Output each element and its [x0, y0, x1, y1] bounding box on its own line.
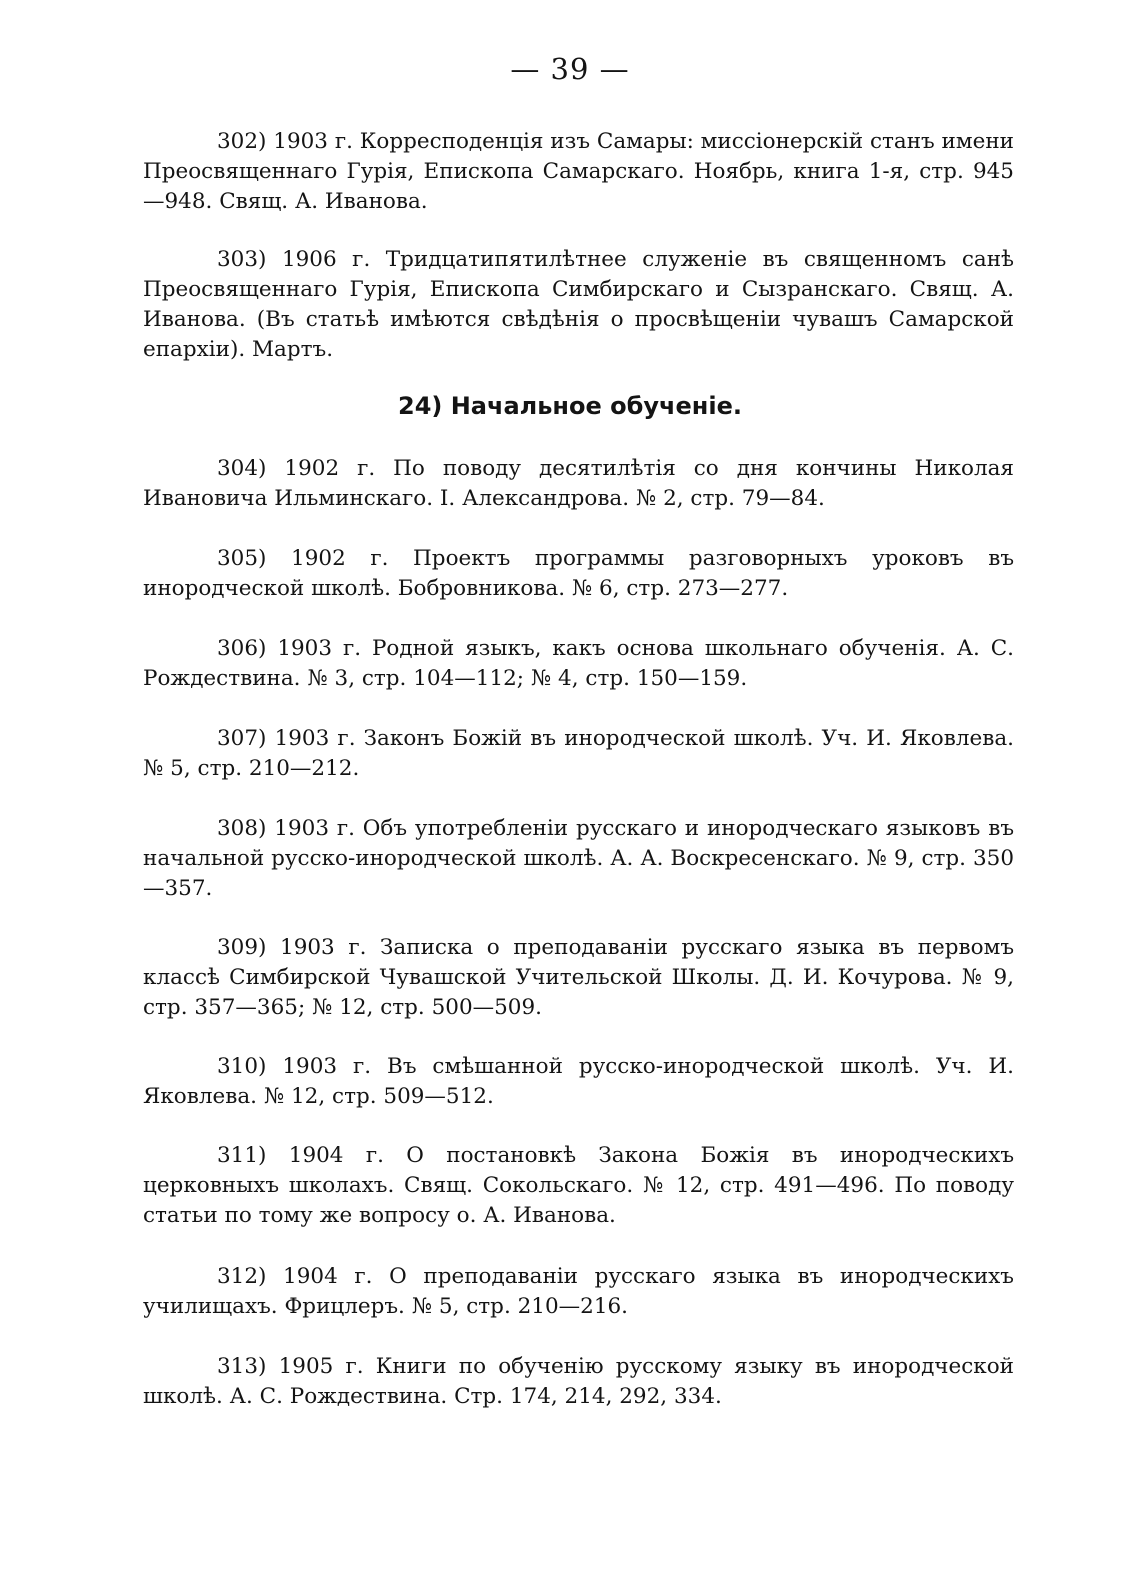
- bibliography-entry-306: 306) 1903 г. Родной языкъ, какъ основа школьнаго обученiя. А. С. Рождествина. № 3, стр. 104—112; № 4, стр. 150—159.: [143, 636, 1014, 691]
- bibliography-entry-311: 311) 1904 г. О постановкѣ Закона Божiя въ инородческихъ церковныхъ школахъ. Свящ. Сокольскаго. № 12, стр. 491—496. По поводу статьи по тому же вопросу о. А. Иванова.: [143, 1143, 1014, 1228]
- bibliography-entry-313: 313) 1905 г. Книги по обученiю русскому языку въ инородческой школѣ. А. С. Рождествина. Стр. 174, 214, 292, 334.: [143, 1354, 1014, 1409]
- bibliography-entry-307: 307) 1903 г. Законъ Божiй въ инородческой школѣ. Уч. И. Яковлева. № 5, стр. 210—212.: [143, 726, 1014, 781]
- bibliography-entry-308: 308) 1903 г. Объ употребленiи русскаго и инородческаго языковъ въ начальной русско-инородческой школѣ. А. А. Воскресенскаго. № 9, стр. 350—357.: [143, 816, 1014, 901]
- bibliography-entry-304: 304) 1902 г. По поводу десятилѣтiя со дня кончины Николая Ивановича Ильминскаго. I. Александрова. № 2, стр. 79—84.: [143, 456, 1014, 511]
- bibliography-entry-310: 310) 1903 г. Въ смѣшанной русско-инородческой школѣ. Уч. И. Яковлева. № 12, стр. 509—512.: [143, 1054, 1014, 1109]
- bibliography-entry-309: 309) 1903 г. Записка о преподаванiи русскаго языка въ первомъ классѣ Симбирской Чувашской Учительской Школы. Д. И. Кочурова. № 9, стр. 357—365; № 12, стр. 500—509.: [143, 935, 1014, 1020]
- bibliography-entry-302: 302) 1903 г. Корресподенцiя изъ Самары: миссiонерскiй станъ имени Преосвященнаго Гурiя, Епископа Самарскаго. Ноябрь, книга 1-я, стр. 945—948. Свящ. А. Иванова.: [143, 129, 1014, 214]
- bibliography-entry-312: 312) 1904 г. О преподаванiи русскаго языка въ инородческихъ училищахъ. Фрицлеръ. № 5, стр. 210—216.: [143, 1264, 1014, 1319]
- bibliography-entry-303: 303) 1906 г. Тридцатипятилѣтнее служенiе въ священномъ санѣ Преосвященнаго Гурiя, Епископа Симбирскаго и Сызранскаго. Свящ. А. Иванова. (Въ статьѣ имѣются свѣдѣнiя о просвѣщенiи чувашъ Самарской епархiи). Мартъ.: [143, 247, 1014, 362]
- bibliography-entry-305: 305) 1902 г. Проектъ программы разговорныхъ уроковъ въ инородческой школѣ. Бобровникова. № 6, стр. 273—277.: [143, 546, 1014, 601]
- section-heading: 24) Начальное обученiе.: [398, 392, 742, 420]
- page-number: — 39 —: [510, 52, 630, 86]
